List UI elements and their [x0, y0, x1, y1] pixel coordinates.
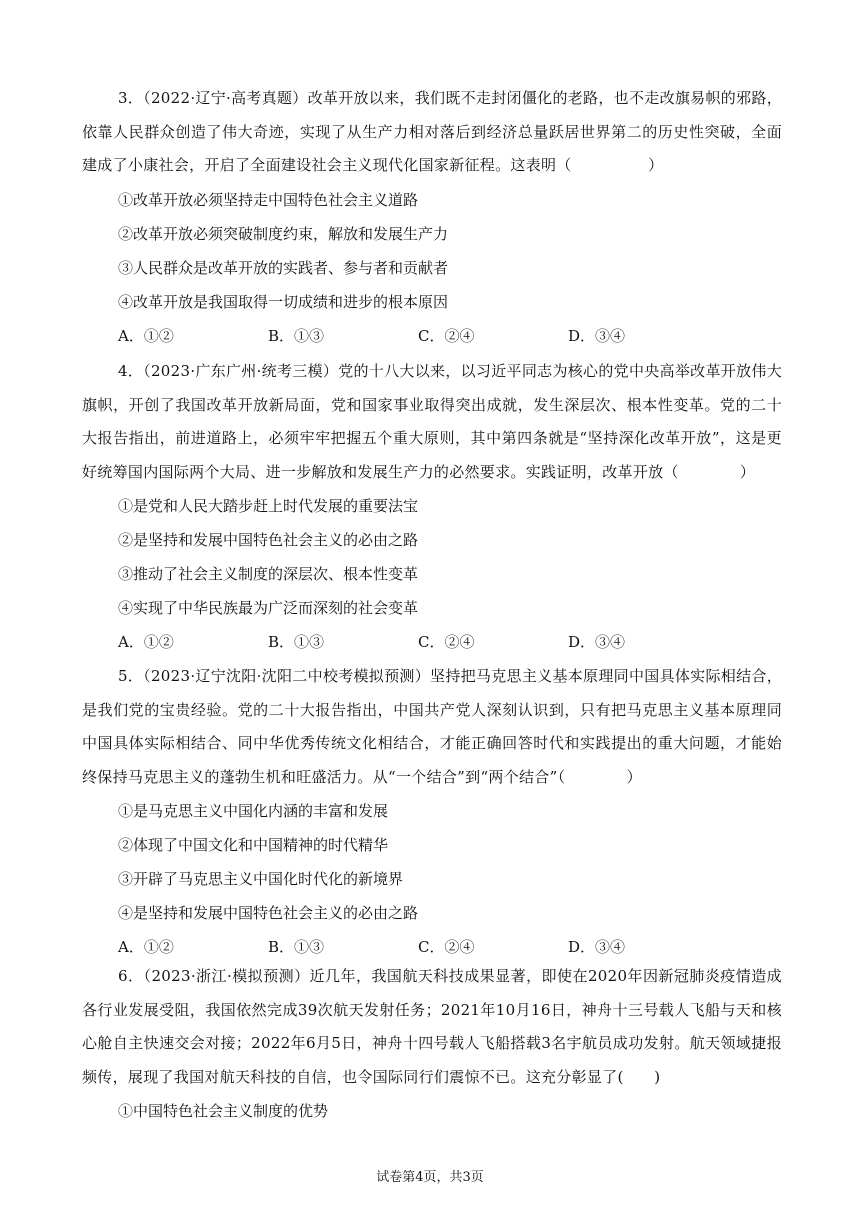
choice-d: D．③④: [568, 633, 626, 651]
question-stem: 3．（2022·辽宁·高考真题）改革开放以来，我们既不走封闭僵化的老路，也不走改旗易帜的邪路，依靠人民群众创造了伟大奇迹，实现了从生产力相对落后到经济总量跃居世界第二的历史性突破，全面建成了小康社会，开启了全面建设社会主义现代化国家新征程。这表明（ ）: [82, 89, 782, 174]
answer-choices: [82, 319, 782, 353]
question-stem: 4．（2023·广东广州·统考三模）党的十八大以来，以习近平同志为核心的党中央高举改革开放伟大旗帜，开创了我国改革开放新局面，党和国家事业取得突出成就，发生深层次、根本性变革。党的二十大报告指出，前进道路上，必须牢牢把握五个重大原则，其中第四条就是“坚持深化改革开放”，这是更好统筹国内国际两个大局、进一步解放和发展生产力的必然要求。实践证明，改革开放（ ）: [82, 362, 782, 481]
choice-c: C．②④: [418, 633, 475, 651]
question-5: [82, 660, 782, 964]
statement-1: ①中国特色社会主义制度的优势: [118, 1102, 329, 1120]
statement-4: ④改革开放是我国取得一切成绩和进步的根本原因: [118, 292, 449, 311]
question-4: [82, 355, 782, 659]
choice-d: D．③④: [568, 326, 626, 345]
answer-choices: [82, 930, 782, 964]
choice-c: C．②④: [418, 326, 475, 345]
statement-3: ③开辟了马克思主义中国化时代化的新境界: [118, 870, 404, 888]
statement-4: ④是坚持和发展中国特色社会主义的必由之路: [118, 904, 419, 922]
statement-3: ③推动了社会主义制度的深层次、根本性变革: [118, 565, 419, 583]
statement-1: ①是马克思主义中国化内涵的丰富和发展: [118, 802, 389, 820]
question-6: [82, 960, 782, 1128]
choice-d: D．③④: [568, 938, 626, 956]
choice-b: B．①③: [268, 326, 325, 345]
statement-1: ①是党和人民大踏步赶上时代发展的重要法宝: [118, 497, 419, 515]
statement-2: ②体现了中国文化和中国精神的时代精华: [118, 836, 389, 854]
choice-c: C．②④: [418, 938, 475, 956]
answer-choices: [82, 625, 782, 659]
choice-a: A．①②: [118, 633, 174, 651]
choice-b: B．①③: [268, 633, 325, 651]
question-3: [82, 82, 782, 353]
statement-2: ②是坚持和发展中国特色社会主义的必由之路: [118, 531, 419, 549]
page-footer: 试卷第4页，共3页: [376, 1170, 484, 1185]
choice-b: B．①③: [268, 938, 325, 956]
question-stem: 5．（2023·辽宁沈阳·沈阳二中校考模拟预测）坚持把马克思主义基本原理同中国具体实际相结合，是我们党的宝贵经验。党的二十大报告指出，中国共产党人深刻认识到，只有把马克思主义基本原理同中国具体实际相结合、同中华优秀传统文化相结合，才能正确回答时代和实践提出的重大问题，才能始终保持马克思主义的蓬勃生机和旺盛活力。从“一个结合”到“两个结合”（ ）: [82, 667, 782, 786]
choice-a: A．①②: [118, 938, 174, 956]
statement-2: ②改革开放必须突破制度约束，解放和发展生产力: [118, 224, 449, 243]
statement-1: ①改革开放必须坚持走中国特色社会主义道路: [118, 190, 419, 209]
statement-3: ③人民群众是改革开放的实践者、参与者和贡献者: [118, 258, 449, 277]
statement-4: ④实现了中华民族最为广泛而深刻的社会变革: [118, 599, 419, 617]
question-stem: 6．（2023·浙江·模拟预测）近几年，我国航天科技成果显著，即使在2020年因新冠肺炎疫情造成各行业发展受阻，我国依然完成39次航天发射任务；2021年10月16日，神舟十三号载人飞船与天和核心舱自主快速交会对接；2022年6月5日，神舟十四号载人飞船搭载3名宇航员成功发射。航天领域捷报频传，展现了我国对航天科技的自信，也令国际同行们震惊不已。这充分彰显了( ): [82, 967, 782, 1086]
choice-a: A．①②: [118, 326, 174, 345]
